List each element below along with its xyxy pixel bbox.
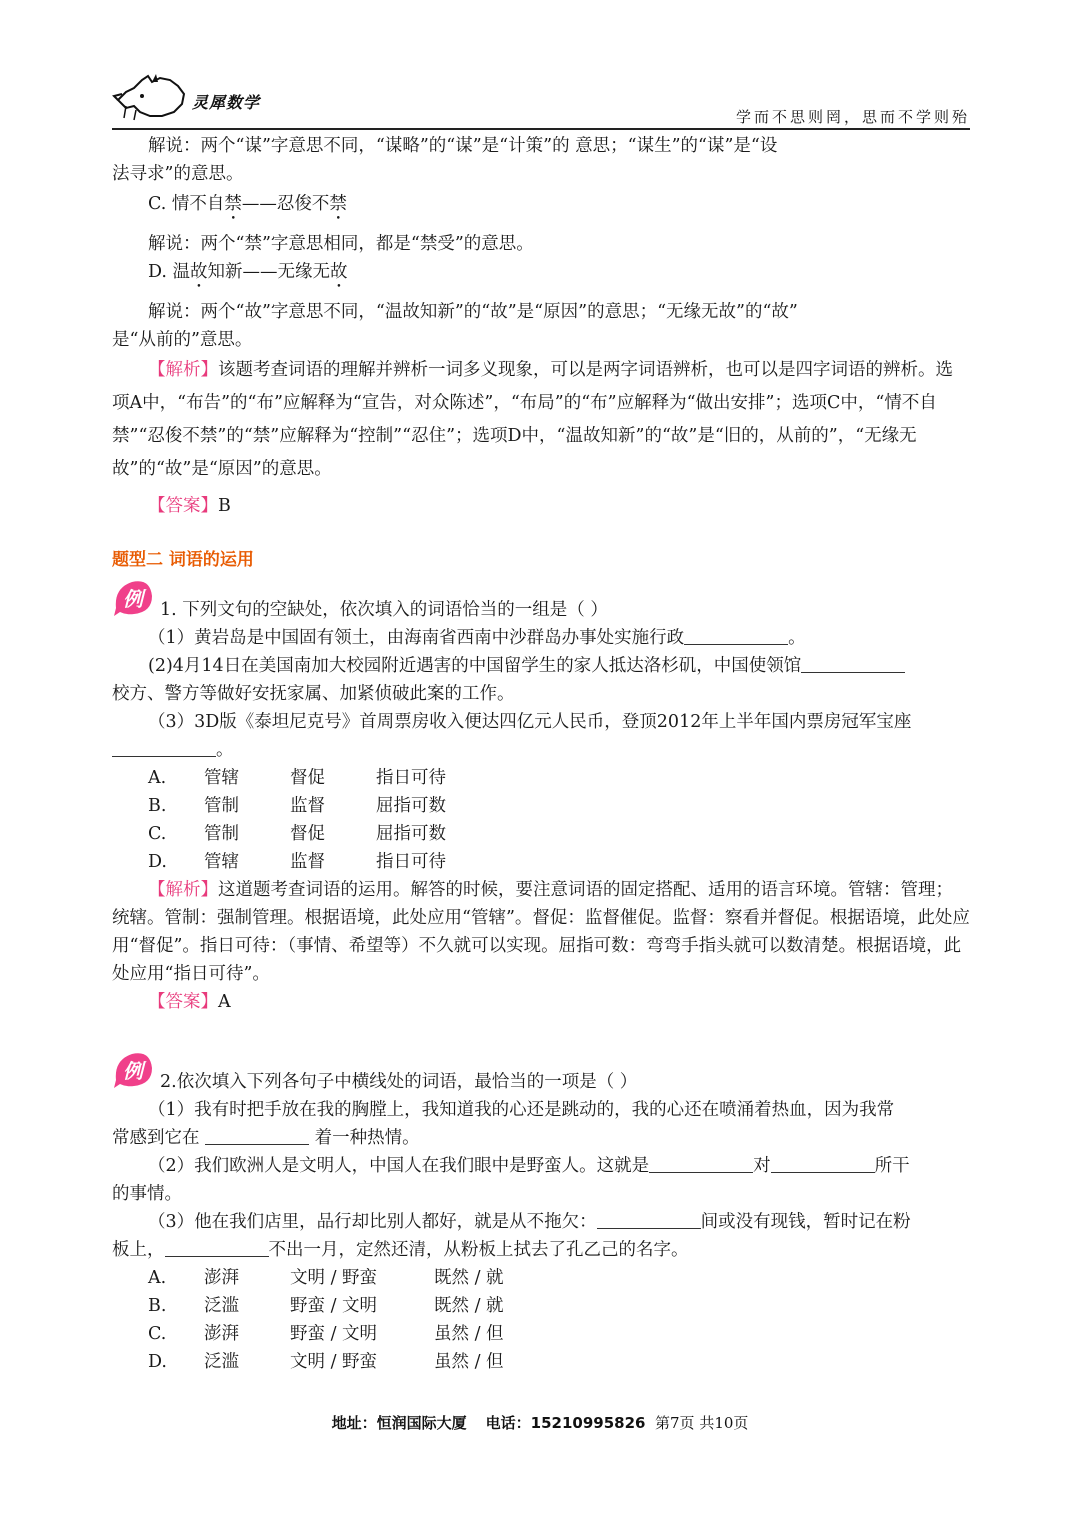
page-footer bbox=[0, 1412, 1080, 1433]
option-w2: 文明 / 野蛮 bbox=[290, 1352, 378, 1372]
option-row bbox=[112, 820, 970, 848]
example-badge-icon bbox=[112, 578, 156, 618]
explanation-c: 解说：两个“禁”字意思相同，都是“禁受”的意思。 bbox=[148, 234, 534, 254]
q1-sentence2-cont: 校方、警方等做好安抚家属、加紧侦破此案的工作。 bbox=[112, 684, 515, 704]
option-w2: 督促 bbox=[290, 768, 325, 788]
option-w2: 督促 bbox=[290, 824, 325, 844]
example-badge-icon bbox=[112, 1050, 156, 1090]
analysis-tag: 【解析】 bbox=[148, 360, 218, 380]
footer-phone: 电话：15210995826 bbox=[485, 1414, 646, 1432]
option-label: D. bbox=[148, 1352, 167, 1372]
answer-1: 【答案】B bbox=[148, 496, 231, 516]
option-w2: 监督 bbox=[290, 852, 325, 872]
example-1 bbox=[112, 582, 970, 1016]
section-title: 题型二 词语的运用 bbox=[112, 550, 254, 570]
option-label: D. bbox=[148, 852, 167, 872]
page-header bbox=[112, 70, 970, 132]
option-w3: 指日可待 bbox=[376, 768, 446, 788]
svg-text:例: 例 bbox=[123, 587, 143, 611]
option-label: A. bbox=[148, 1268, 167, 1288]
option-w2: 文明 / 野蛮 bbox=[290, 1268, 378, 1288]
q1-sentence3: （3）3D版《泰坦尼克号》首周票房收入便达四亿元人民币，登顶2012年上半年国内票房冠军宝座 bbox=[148, 712, 912, 732]
footer-address: 地址：恒润国际大厦 bbox=[331, 1414, 467, 1432]
option-label: B. bbox=[148, 796, 167, 816]
option-w3: 指日可待 bbox=[376, 852, 446, 872]
explanation-b-line2: 法寻求”的意思。 bbox=[112, 164, 244, 184]
option-w2: 野蛮 / 文明 bbox=[290, 1324, 378, 1344]
option-w1: 泛滥 bbox=[204, 1352, 239, 1372]
option-w3: 虽然 / 但 bbox=[434, 1324, 504, 1344]
option-c: C. 情不自禁——忍俊不禁 bbox=[148, 194, 347, 214]
option-row bbox=[112, 848, 970, 876]
q2-sentence2-cont: 的事情。 bbox=[112, 1184, 182, 1204]
q1-stem: 1. 下列文句的空缺处，依次填入的词语恰当的一组是（ ） bbox=[160, 600, 608, 620]
option-row bbox=[112, 764, 970, 792]
answer-2: 【答案】A bbox=[148, 992, 231, 1012]
option-w1: 泛滥 bbox=[204, 1296, 239, 1316]
option-label: C. bbox=[148, 824, 167, 844]
q2-sentence3: （3）他在我们店里，品行却比别人都好，就是从不拖欠： 间或没有现钱，暂时记在粉 bbox=[148, 1212, 911, 1232]
analysis-2: 【解析】这道题考查词语的运用。解答的时候，要注意词语的固定搭配、适用的语言环境。管辖：管理；统辖。管制：强制管理。根据语境，此处应用“管辖”。督促：监督催促。监督：察看并督促。根据语境，此处应用“督促”。指日可待：（事情、希望等）不久就可以实现。屈指可数：弯弯手指头就可以数清楚。根据语境，此处应用“指日可待”。 bbox=[112, 880, 970, 984]
option-w1: 管制 bbox=[204, 796, 239, 816]
explanation-d-line2: 是“从前的”意思。 bbox=[112, 330, 253, 350]
header-rule bbox=[112, 128, 970, 130]
example-2 bbox=[112, 1054, 970, 1376]
q1-sentence3-cont: 。 bbox=[112, 736, 970, 764]
option-w1: 管制 bbox=[204, 824, 239, 844]
option-row bbox=[112, 1348, 970, 1376]
option-w3: 屈指可数 bbox=[376, 796, 446, 816]
q2-sentence3-cont: 板上， 不出一月，定然还清，从粉板上拭去了孔乙己的名字。 bbox=[112, 1240, 689, 1260]
option-w1: 澎湃 bbox=[204, 1324, 239, 1344]
option-row bbox=[112, 792, 970, 820]
option-d: D. 温故知新——无缘无故 bbox=[148, 262, 348, 282]
explanation-b-line1: 解说：两个“谋”字意思不同，“谋略”的“谋”是“计策”的 意思；“谋生”的“谋”是“设 bbox=[148, 136, 778, 156]
option-w1: 管辖 bbox=[204, 768, 239, 788]
option-label: A. bbox=[148, 768, 167, 788]
option-label: C. bbox=[148, 1324, 167, 1344]
option-row bbox=[112, 1292, 970, 1320]
svg-text:例: 例 bbox=[123, 1059, 143, 1083]
q2-stem: 2.依次填入下列各句子中横线处的词语，最恰当的一项是（ ） bbox=[160, 1072, 638, 1092]
option-w3: 虽然 / 但 bbox=[434, 1352, 504, 1372]
option-w3: 既然 / 就 bbox=[434, 1296, 504, 1316]
explanation-d-line1: 解说：两个“故”字意思不同，“温故知新”的“故”是“原因”的意思；“无缘无故”的“故” bbox=[148, 302, 798, 322]
answer-tag: 【答案】 bbox=[148, 496, 218, 516]
logo-text: 灵犀数学 bbox=[192, 93, 261, 112]
header-motto: 学而不思则罔，思而不学则殆 bbox=[735, 108, 970, 126]
footer-page: 第7页 共10页 bbox=[655, 1414, 749, 1432]
option-w1: 管辖 bbox=[204, 852, 239, 872]
q2-sentence1: （1）我有时把手放在我的胸膛上，我知道我的心还是跳动的，我的心还在喷涌着热血，因为我常 bbox=[148, 1100, 895, 1120]
q2-sentence2: （2）我们欧洲人是文明人，中国人在我们眼中是野蛮人。这就是 对 所干 bbox=[148, 1156, 910, 1176]
option-w2: 监督 bbox=[290, 796, 325, 816]
option-w1: 澎湃 bbox=[204, 1268, 239, 1288]
option-w2: 野蛮 / 文明 bbox=[290, 1296, 378, 1316]
option-w3: 屈指可数 bbox=[376, 824, 446, 844]
option-row bbox=[112, 1320, 970, 1348]
page-content bbox=[112, 132, 970, 1376]
analysis-1: 【解析】该题考查词语的理解并辨析一词多义现象，可以是两字词语辨析，也可以是四字词语的辨析。选项A中，“布告”的“布”应解释为“宣告，对众陈述”，“布局”的“布”应解释为“做出安排”；选项C中，“情不自禁”“忍俊不禁”的“禁”应解释为“控制”“忍住”；选项D中，“温故知新”的“故”是“旧的，从前的”，“无缘无故”的“故”是“原因”的意思。 bbox=[112, 360, 953, 479]
option-row bbox=[112, 1264, 970, 1292]
q1-sentence2: (2)4月14日在美国南加大校园附近遇害的中国留学生的家人抵达洛杉矶，中国使领馆 bbox=[112, 652, 970, 680]
option-w3: 既然 / 就 bbox=[434, 1268, 504, 1288]
option-label: B. bbox=[148, 1296, 167, 1316]
q1-sentence1: （1）黄岩岛是中国固有领土，由海南省西南中沙群岛办事处实施行政 。 bbox=[148, 628, 806, 648]
q2-sentence1-cont: 常感到它在 着一种热情。 bbox=[112, 1128, 420, 1148]
